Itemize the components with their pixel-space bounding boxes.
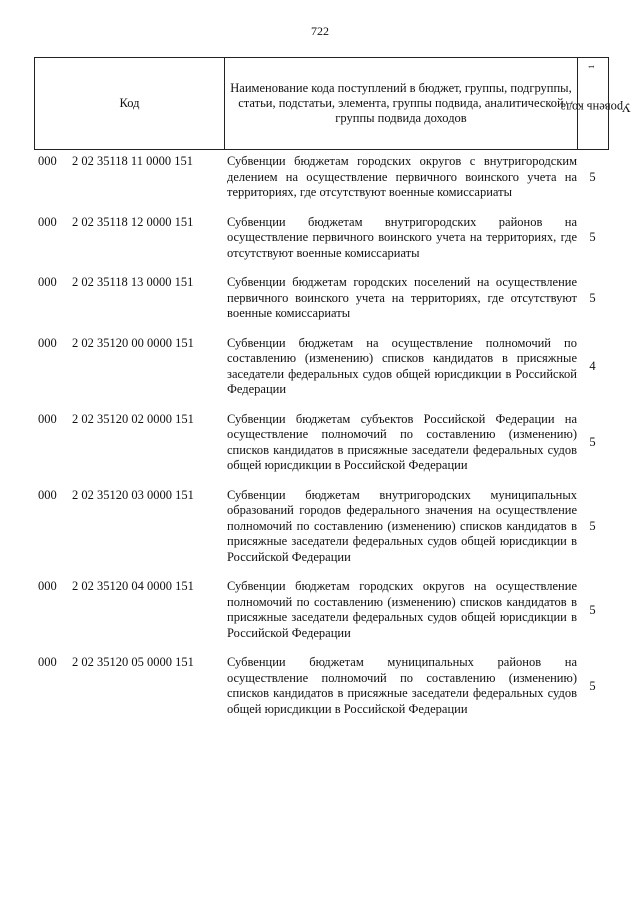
budget-code: 2 02 35120 03 0000 151 bbox=[72, 487, 194, 502]
header-level-footnote: 1 bbox=[586, 64, 596, 69]
table-row bbox=[34, 655, 609, 717]
table-row bbox=[34, 336, 609, 398]
budget-code: 2 02 35120 02 0000 151 bbox=[72, 411, 194, 426]
code-level: 5 bbox=[589, 678, 596, 693]
budget-code: 2 02 35118 12 0000 151 bbox=[72, 214, 194, 229]
code-name: Субвенции бюджетам муниципальных районов на осуществление полномочий по составлению (изменению) списков кандидатов в присяжные заседатели федеральных судов общей юрисдикции в Российской Федерации bbox=[227, 655, 577, 716]
admin-code: 000 bbox=[38, 579, 57, 593]
admin-code: 000 bbox=[38, 655, 57, 669]
table-row bbox=[34, 154, 609, 201]
admin-code: 000 bbox=[38, 487, 57, 502]
code-name: Субвенции бюджетам внутригородских районов на осуществление первичного воинского учета на территориях, где отсутствуют военные комиссариаты bbox=[227, 214, 577, 260]
code-level: 5 bbox=[589, 435, 596, 449]
table-row bbox=[34, 215, 609, 262]
header-level-text bbox=[560, 64, 631, 143]
budget-code: 2 02 35120 00 0000 151 bbox=[72, 335, 194, 350]
code-name: Субвенции бюджетам субъектов Российской Федерации на осуществление полномочий по составлению (изменению) списков кандидатов в присяжные заседатели федеральных судов общей юрисдикции в Российской Федерации bbox=[227, 411, 577, 472]
code-level: 5 bbox=[589, 518, 596, 533]
page-number: 722 bbox=[311, 24, 329, 38]
budget-code: 2 02 35118 13 0000 151 bbox=[72, 275, 194, 289]
admin-code: 000 bbox=[38, 411, 57, 426]
admin-code: 000 bbox=[38, 275, 57, 289]
admin-code: 000 bbox=[38, 214, 57, 229]
table-header bbox=[34, 57, 631, 150]
admin-code: 000 bbox=[38, 335, 57, 350]
code-name: Субвенции бюджетам городских округов на осуществление полномочий по составлению (изменению) списков кандидатов в присяжные заседатели федеральных судов общей юрисдикции в Российской Федерации bbox=[227, 579, 577, 640]
table-row bbox=[34, 579, 609, 641]
table-row bbox=[34, 412, 609, 474]
code-name: Субвенции бюджетам на осуществление полномочий по составлению (изменению) списков кандидатов в присяжные заседатели федеральных судов общей юрисдикции в Российской Федерации bbox=[227, 335, 577, 396]
code-name: Субвенции бюджетам внутригородских муниципальных образований городов федерального значения на осуществление полномочий по составлению (изменению) списков кандидатов в присяжные заседатели федеральных судов общей юрисдикции в Российской Федерации bbox=[227, 487, 577, 564]
code-level: 5 bbox=[589, 290, 596, 305]
budget-code: 2 02 35120 04 0000 151 bbox=[72, 579, 194, 593]
budget-code: 2 02 35118 11 0000 151 bbox=[72, 154, 193, 168]
code-level: 5 bbox=[589, 169, 596, 184]
header-name: Наименование кода поступлений в бюджет, группы, подгруппы, статьи, подстатьи, элемента, группы подвида, аналитической группы подвида доходов bbox=[225, 58, 578, 149]
code-level: 4 bbox=[589, 359, 596, 373]
code-level: 5 bbox=[589, 230, 596, 245]
table-row bbox=[34, 275, 609, 322]
code-name: Субвенции бюджетам городских округов с внутригородским делением на осуществление первичного воинского учета на территориях, где отсутствуют военные комиссариаты bbox=[227, 154, 577, 199]
table-row bbox=[34, 488, 609, 566]
code-level: 5 bbox=[589, 602, 596, 617]
admin-code: 000 bbox=[38, 154, 57, 168]
budget-code: 2 02 35120 05 0000 151 bbox=[72, 655, 194, 669]
table-body bbox=[34, 154, 609, 731]
header-level-label: Уровень кода bbox=[560, 100, 631, 115]
code-name: Субвенции бюджетам городских поселений на осуществление первичного воинского учета на территориях, где отсутствуют военные комиссариаты bbox=[227, 275, 577, 320]
header-level bbox=[560, 58, 631, 149]
header-code: Код bbox=[35, 58, 225, 149]
